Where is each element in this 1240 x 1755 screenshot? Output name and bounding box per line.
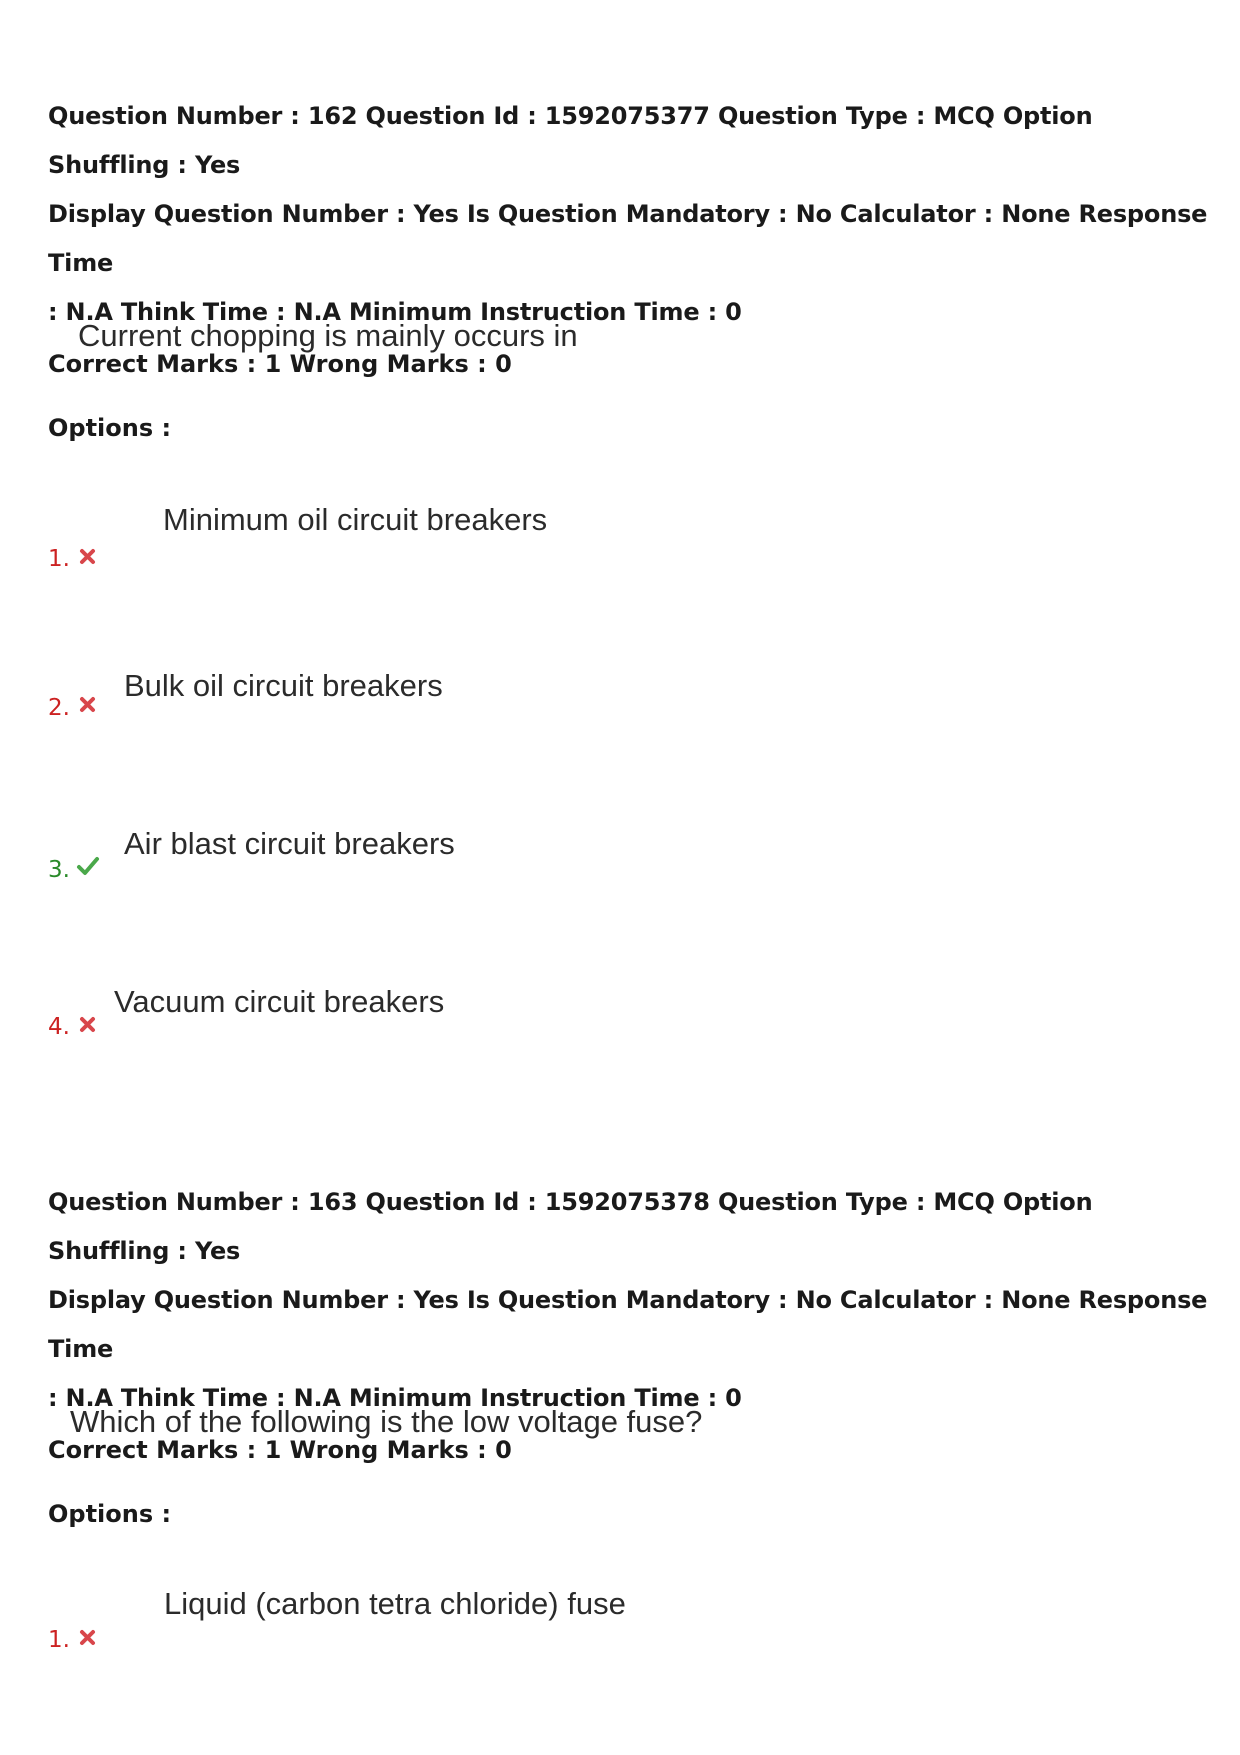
options-label: Options : xyxy=(48,1500,172,1528)
question-meta-line: Display Question Number : Yes Is Question Mandatory : No Calculator : None Response Time xyxy=(48,1286,1208,1363)
option-text: Bulk oil circuit breakers xyxy=(124,668,443,703)
question-marks: Correct Marks : 1 Wrong Marks : 0 xyxy=(48,1436,512,1464)
option-text: Air blast circuit breakers xyxy=(124,826,455,861)
option-2 xyxy=(48,668,848,748)
option-3 xyxy=(48,826,848,906)
option-number: 4. xyxy=(48,1014,70,1040)
cross-icon xyxy=(78,546,98,566)
option-text: Minimum oil circuit breakers xyxy=(163,502,548,537)
question-meta-line: Question Number : 162 Question Id : 1592075377 Question Type : MCQ Option Shuffling : Yes xyxy=(48,102,1093,179)
option-text: Vacuum circuit breakers xyxy=(114,984,445,1019)
cross-icon xyxy=(78,694,98,714)
question-text: Current chopping is mainly occurs in xyxy=(78,318,578,353)
question-text: Which of the following is the low voltage fuse? xyxy=(70,1404,703,1439)
cross-icon xyxy=(78,1014,98,1034)
option-text: Liquid (carbon tetra chloride) fuse xyxy=(164,1586,626,1621)
question-meta-line: Question Number : 163 Question Id : 1592075378 Question Type : MCQ Option Shuffling : Yes xyxy=(48,1188,1093,1265)
option-number: 2. xyxy=(48,695,70,721)
question-meta-line: : N.A Think Time : N.A Minimum Instruction Time : 0 xyxy=(48,298,742,326)
question-marks: Correct Marks : 1 Wrong Marks : 0 xyxy=(48,350,512,378)
question-meta-line: Display Question Number : Yes Is Question Mandatory : No Calculator : None Response Time xyxy=(48,200,1208,277)
cross-icon xyxy=(78,1627,98,1647)
options-label: Options : xyxy=(48,414,172,442)
question-meta-line: : N.A Think Time : N.A Minimum Instruction Time : 0 xyxy=(48,1384,742,1412)
option-1 xyxy=(48,1586,848,1666)
option-1 xyxy=(48,502,848,582)
option-number: 1. xyxy=(48,1627,70,1653)
option-4 xyxy=(48,984,848,1064)
option-number: 3. xyxy=(48,857,70,883)
question-block-162 xyxy=(48,92,1208,1072)
question-block-163 xyxy=(48,1178,1208,1738)
check-icon xyxy=(76,855,100,877)
option-number: 1. xyxy=(48,546,70,572)
